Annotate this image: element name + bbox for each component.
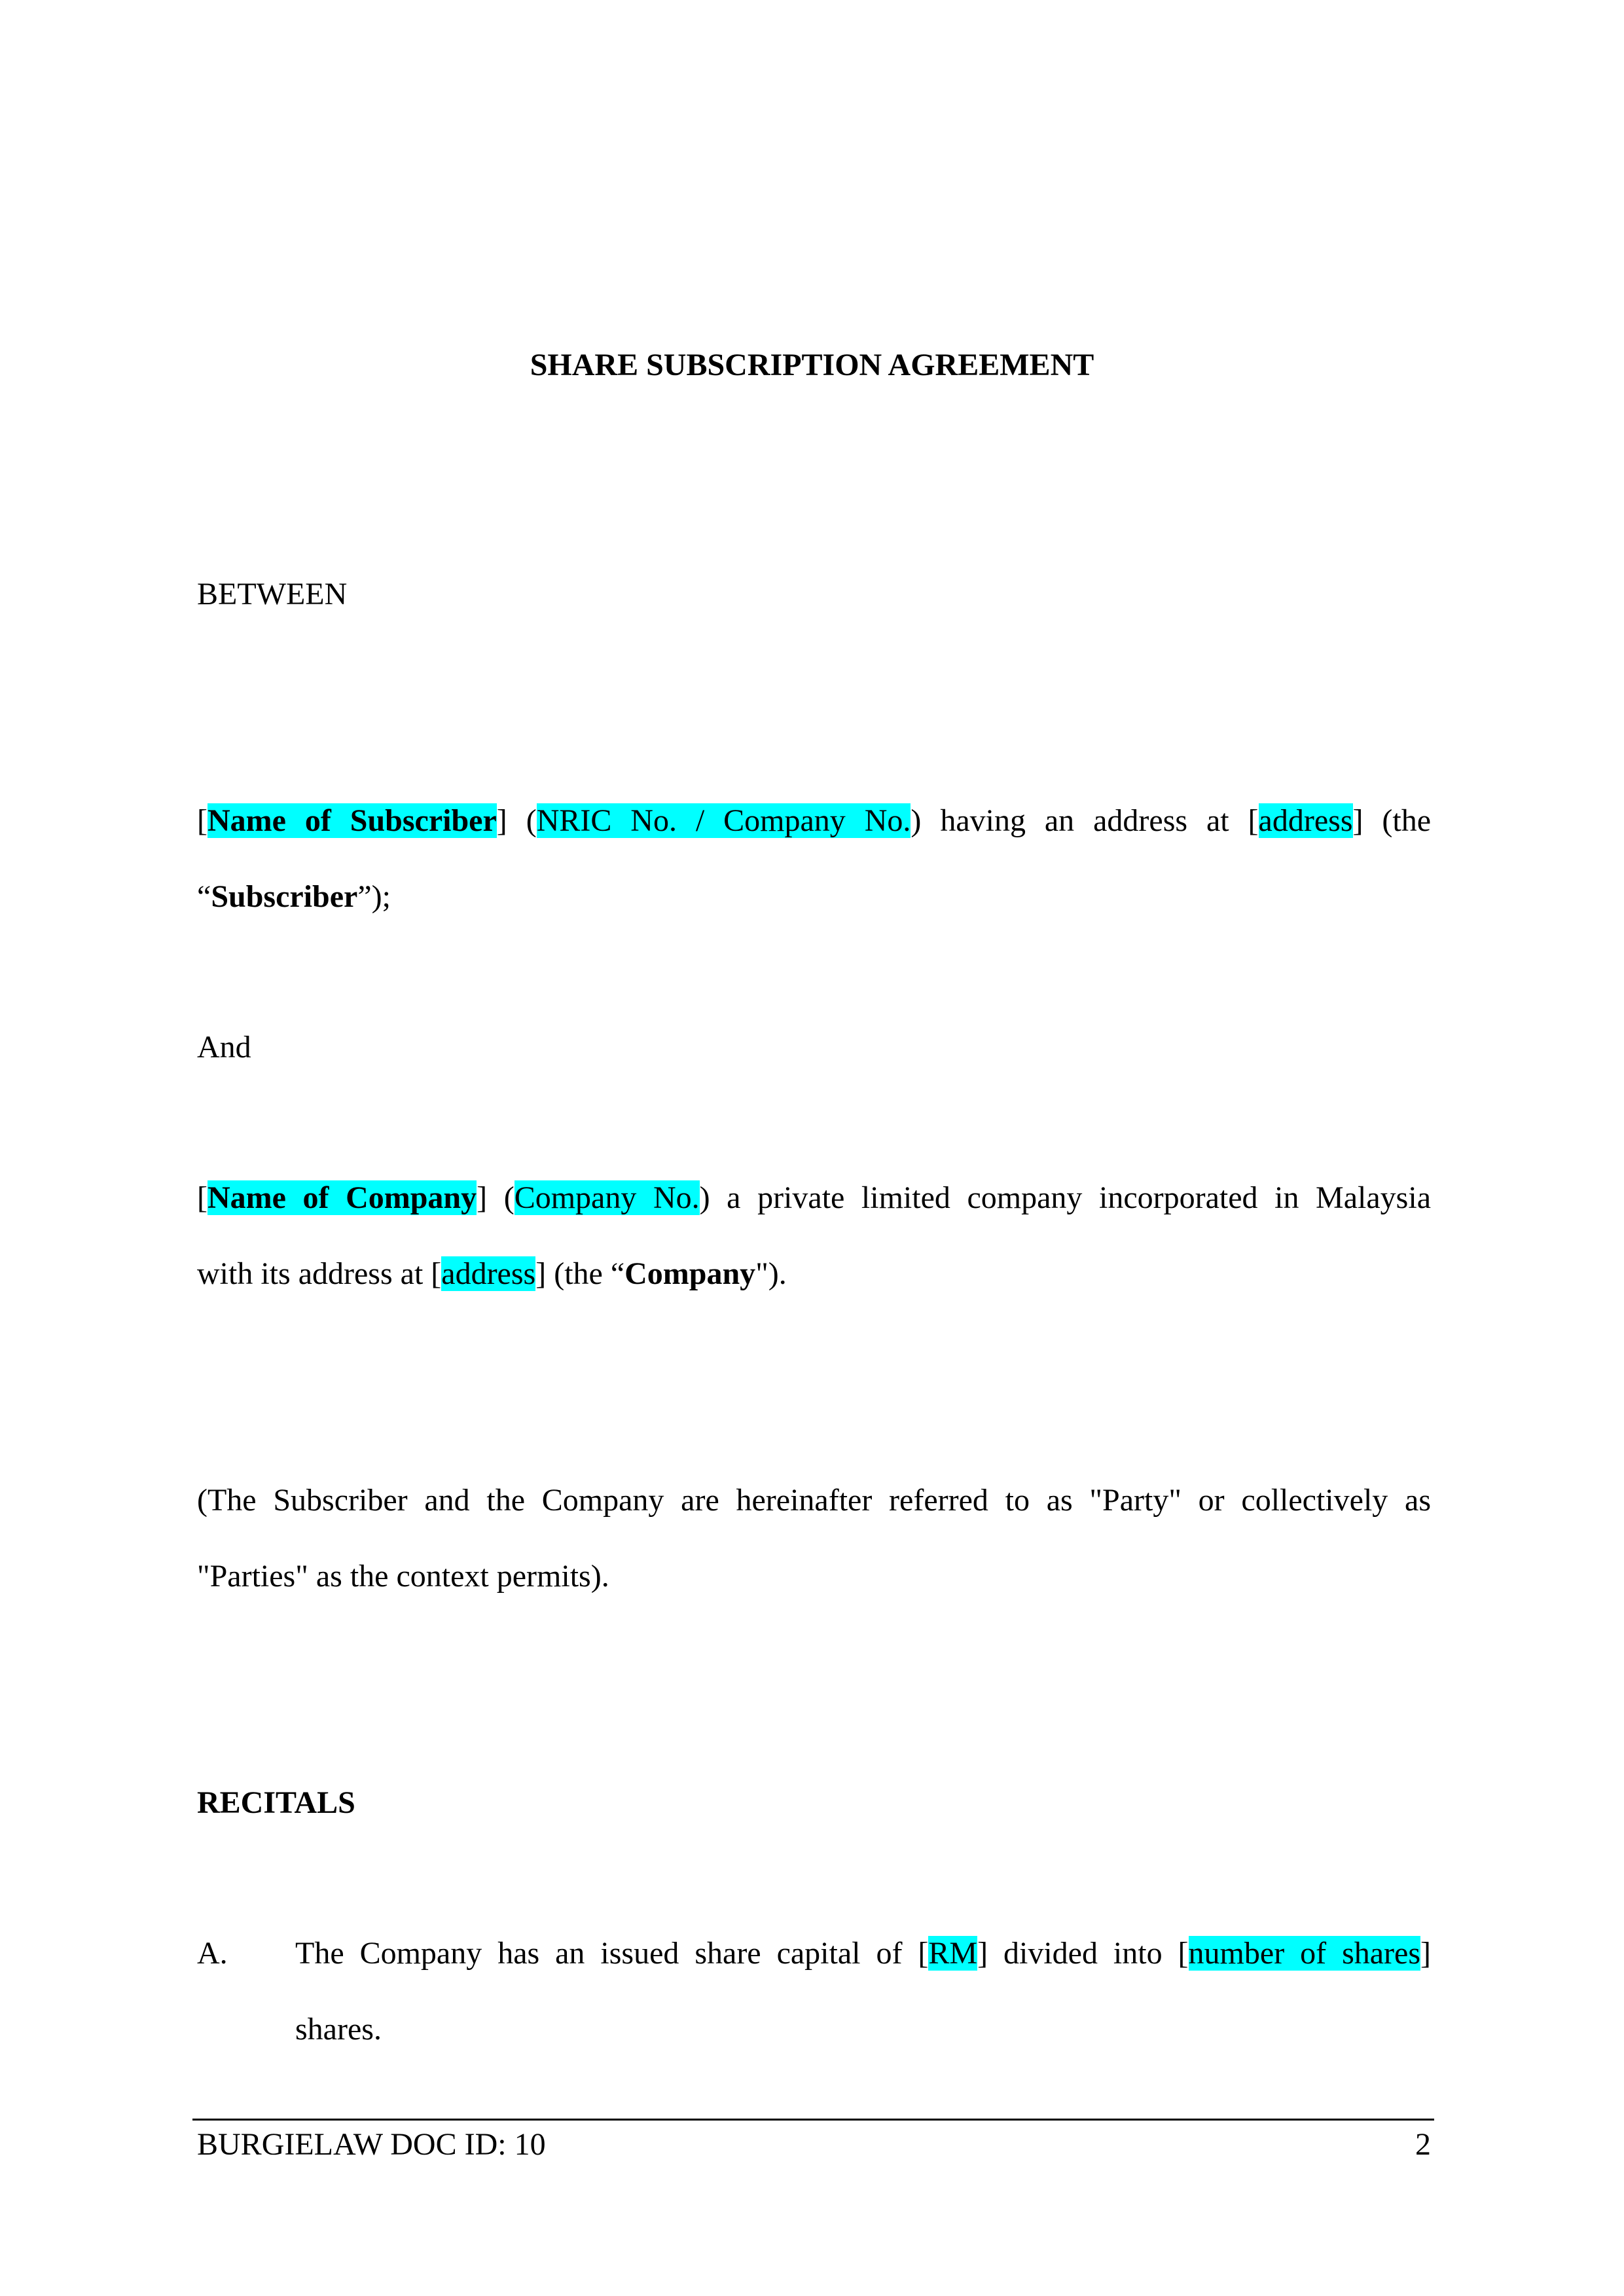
company-name-placeholder: Name of Company — [207, 1180, 477, 1215]
parties-note-line-1: (The Subscriber and the Company are hereinafter referred to as "Party" or collectively as — [197, 1483, 1431, 1518]
company-number-placeholder: Company No. — [514, 1180, 700, 1215]
recital-a-line-1: The Company has an issued share capital of [RM] divided into [number of shares] — [295, 1936, 1431, 1971]
company-defined-term: Company — [624, 1256, 756, 1291]
document-title: SHARE SUBSCRIPTION AGREEMENT — [530, 348, 1094, 382]
parties-note-line-2: "Parties" as the context permits). — [197, 1559, 609, 1594]
subscriber-name-placeholder: Name of Subscriber — [207, 803, 497, 838]
recital-marker: A. — [197, 1936, 228, 1971]
parties-note — [197, 1481, 1431, 1633]
company-party-clause — [197, 1178, 1431, 1330]
footer-page-number: 2 — [1415, 2127, 1431, 2162]
subscriber-id-placeholder: NRIC No. / Company No. — [536, 803, 911, 838]
subscriber-line-1: [Name of Subscriber] (NRIC No. / Company No.) having an address at [address] (the — [197, 803, 1432, 838]
footer-divider — [192, 2119, 1434, 2121]
subscriber-party-clause — [197, 801, 1431, 953]
share-capital-placeholder: RM — [928, 1936, 978, 1971]
and-label: And — [197, 1030, 251, 1065]
company-address-placeholder: address — [441, 1256, 536, 1291]
number-of-shares-placeholder: number of shares — [1188, 1936, 1421, 1971]
subscriber-line-2: “Subscriber”); — [197, 879, 391, 914]
company-line-2: with its address at [address] (the “Company"). — [197, 1256, 787, 1291]
recital-text — [295, 1934, 1431, 2086]
recital-a-line-2: shares. — [295, 2012, 382, 2047]
footer-doc-id: BURGIELAW DOC ID: 10 — [197, 2127, 546, 2162]
between-label: BETWEEN — [197, 577, 348, 611]
subscriber-defined-term: Subscriber — [211, 879, 358, 914]
subscriber-address-placeholder: address — [1258, 803, 1353, 838]
recitals-heading: RECITALS — [197, 1785, 355, 1820]
company-line-1: [Name of Company] (Company No.) a private limited company incorporated in Malaysia — [197, 1180, 1432, 1215]
